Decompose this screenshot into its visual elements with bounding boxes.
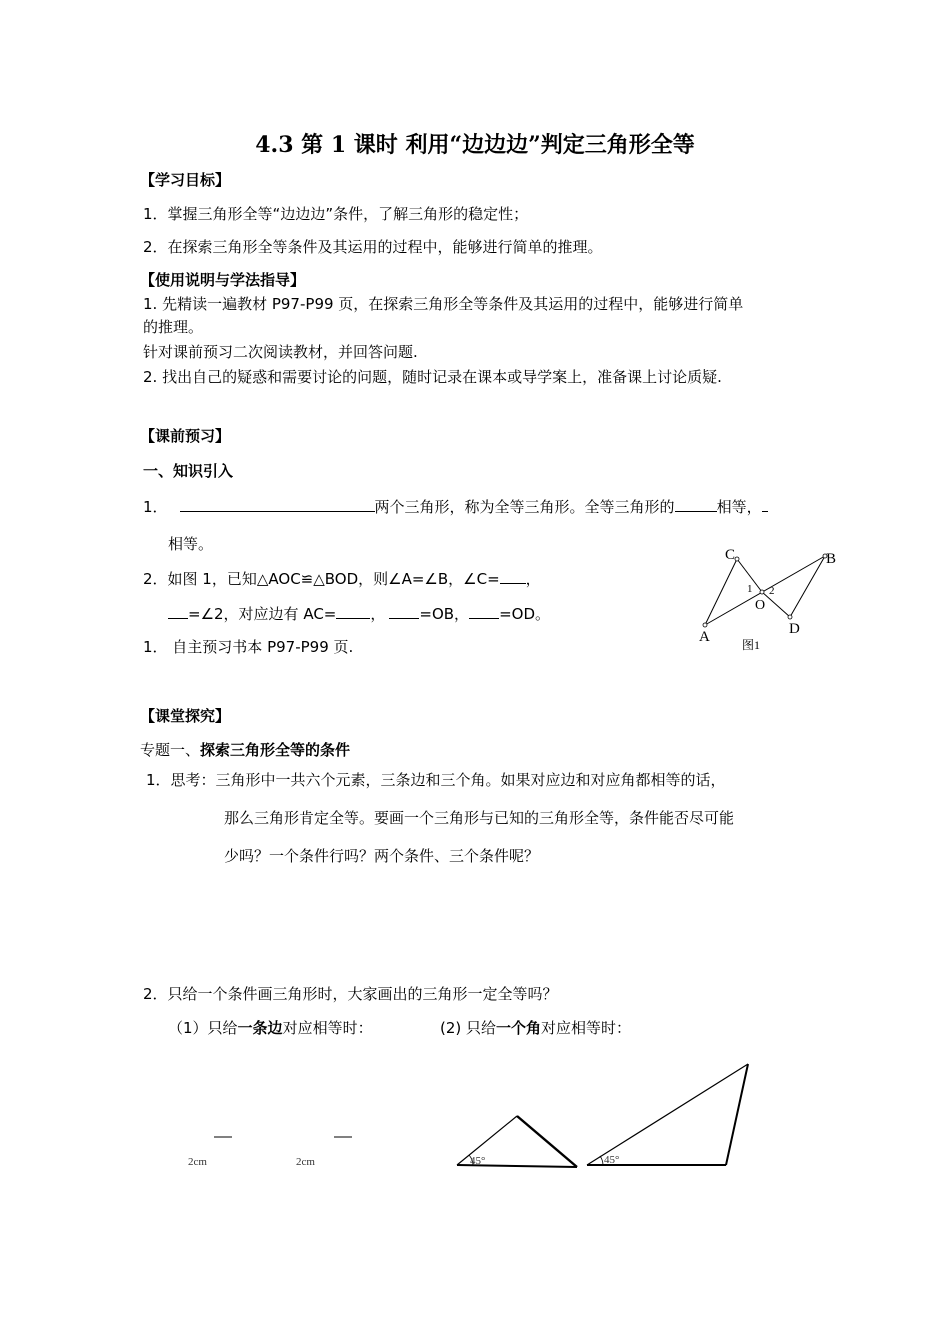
guide-line-1: 1. 先精读一遍教材 P97-P99 页，在探索三角形全等条件及其运用的过程中，能够进行简单 [143, 295, 744, 313]
answer-blank[interactable] [168, 603, 188, 619]
question-text: 两个三角形，称为全等三角形。全等三角形的 [374, 498, 675, 516]
guide-heading: 【使用说明与学法指导】 [140, 271, 306, 289]
page-title: 4.3 第 1 课时 利用“边边边”判定三角形全等 [255, 132, 695, 158]
guide-line-3: 2. 找出自己的疑惑和需要讨论的问题，随时记录在课本或导学案上，准备课上讨论质疑. [143, 368, 722, 386]
angle-label-45-2: 45° [604, 1154, 620, 1166]
answer-blank[interactable] [500, 568, 526, 584]
angle-label-45-1: 45° [470, 1155, 486, 1167]
segment-label-2: 2cm [296, 1156, 315, 1168]
preview-question-1-cont: 相等。 [168, 535, 214, 553]
figure-1-caption: 图1 [742, 638, 761, 652]
question-number: 1． [143, 498, 168, 516]
topic-title [140, 740, 350, 760]
label-b: B [826, 551, 837, 567]
question-text: =OD。 [499, 605, 550, 623]
condition-one-angle [440, 1018, 631, 1038]
condition-text: (2) 只给 [440, 1019, 497, 1037]
condition-emphasis: 一条边 [237, 1019, 283, 1037]
answer-blank[interactable] [675, 496, 717, 512]
question-text: ， [525, 570, 541, 588]
condition-text: 对应相等时： [541, 1019, 632, 1037]
guide-line-2: 针对课前预习二次阅读教材，并回答问题. [143, 343, 418, 361]
question-text: =OB， [419, 605, 470, 623]
topic-prefix: 专题一、 [140, 741, 201, 759]
label-a: A [699, 629, 710, 645]
objective-item-2: 2．在探索三角形全等条件及其运用的过程中，能够进行简单的推理。 [143, 238, 603, 256]
preview-question-3: 1． 自主预习书本 P97-P99 页. [143, 638, 354, 656]
answer-blank[interactable] [336, 603, 370, 619]
preview-subheading: 一、知识引入 [143, 462, 234, 480]
preview-question-2-cont [168, 603, 550, 624]
preview-question-1 [143, 496, 768, 517]
label-d: D [789, 621, 800, 637]
answer-blank[interactable] [762, 496, 768, 512]
answer-blank[interactable] [389, 603, 419, 619]
answer-blank[interactable] [180, 496, 375, 512]
figure-1-triangles [690, 540, 850, 655]
preview-heading: 【课前预习】 [140, 427, 231, 445]
condition-one-side [168, 1018, 373, 1038]
answer-blank[interactable] [469, 603, 499, 619]
condition-emphasis: 一个角 [496, 1019, 542, 1037]
think-line-2: 那么三角形肯定全等。要画一个三角形与已知的三角形全等，条件能否尽可能 [224, 809, 735, 827]
question-text: 相等， [716, 498, 762, 516]
label-c: C [725, 547, 736, 563]
label-o: O [755, 598, 766, 613]
guide-line-1b: 的推理。 [143, 318, 204, 336]
objective-item-1: 1．掌握三角形全等“边边边”条件，了解三角形的稳定性； [143, 205, 529, 223]
angle-label-2: 2 [769, 585, 775, 597]
large-triangle [587, 1064, 748, 1165]
condition-text: （1）只给 [168, 1019, 238, 1037]
think-line-1: 1．思考：三角形中一共六个元素，三条边和三个角。如果对应边和对应角都相等的话， [146, 771, 726, 789]
question-text: =∠2，对应边有 AC= [188, 605, 337, 623]
angle-label-1: 1 [747, 583, 753, 595]
topic-name: 探索三角形全等的条件 [200, 741, 351, 759]
question-text: ， [370, 605, 386, 623]
think-line-3: 少吗？一个条件行吗？两个条件、三个条件呢？ [224, 847, 540, 865]
condition-text: 对应相等时： [282, 1019, 373, 1037]
objectives-heading: 【学习目标】 [140, 171, 231, 189]
preview-question-2 [143, 568, 541, 589]
explore-question-2: 2．只给一个条件画三角形时，大家画出的三角形一定全等吗？ [143, 985, 558, 1003]
segment-label-1: 2cm [188, 1156, 207, 1168]
explore-heading: 【课堂探究】 [140, 707, 231, 725]
bottom-figures [170, 1055, 770, 1180]
question-text: 2．如图 1，已知△AOC≌△BOD，则∠A=∠B，∠C= [143, 570, 500, 588]
